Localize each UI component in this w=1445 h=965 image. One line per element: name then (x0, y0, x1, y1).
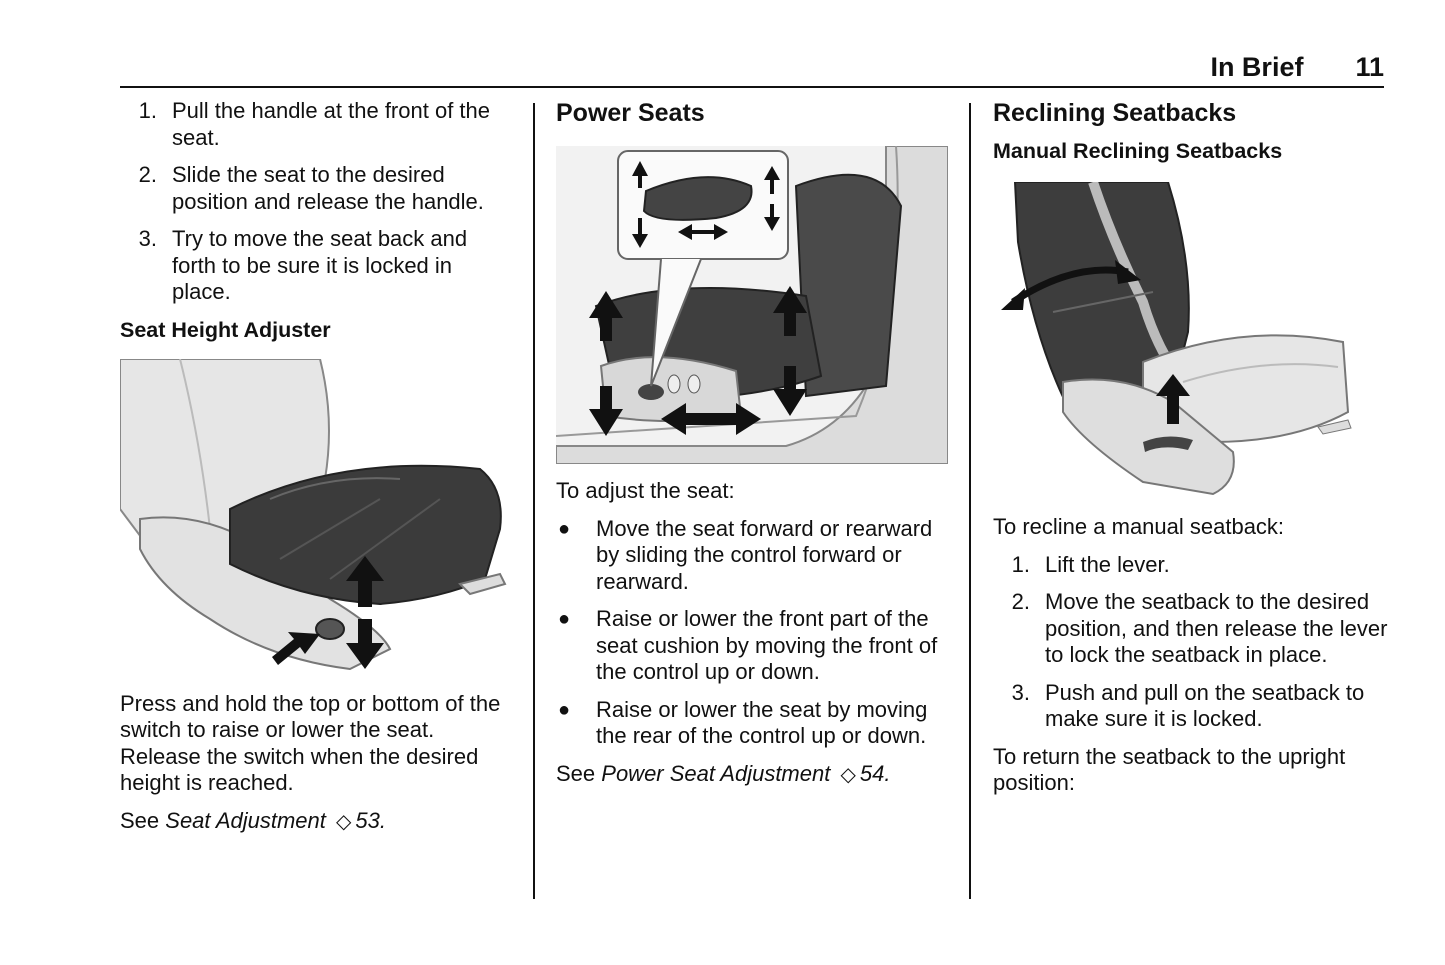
seat-height-body: Press and hold the top or bottom of the switch to raise or lower the seat. Release the switch when the desired height is reached. (120, 690, 501, 795)
power-seat-illustration (556, 146, 948, 464)
reclining-seat-illustration (993, 182, 1353, 502)
column-middle (556, 98, 951, 799)
power-seat-bullets (556, 516, 951, 750)
column-left (120, 98, 515, 846)
xref-page[interactable]: 53. (355, 807, 386, 833)
bullet-icon: ● (558, 608, 571, 630)
page-number: 11 (1355, 52, 1384, 82)
see-reference: See Power Seat Adjustment ◇ 54. (556, 761, 951, 789)
list-item: ● Raise or lower the front part of the seat cushion by moving the front of the control up or down. (558, 606, 938, 684)
xref-diamond-icon: ◇ (840, 763, 856, 786)
list-item: ● Move the seat forward or rearward by sliding the control forward or rearward. (558, 515, 933, 594)
list-item: 1. Lift the lever. (1011, 551, 1170, 577)
xref-page[interactable]: 54. (859, 760, 891, 786)
see-reference: See Seat Adjustment ◇ 53. (120, 808, 515, 836)
xref-link[interactable]: Seat Adjustment (165, 807, 326, 833)
page-header (120, 52, 1384, 88)
recline-intro: To recline a manual seatback: (993, 514, 1285, 539)
list-item: ● Raise or lower the seat by moving the rear of the control up or down. (558, 696, 928, 748)
column-divider (969, 103, 971, 899)
recline-steps (993, 552, 1388, 733)
list-item: 2. Slide the seat to the desired position and release the handle. (138, 162, 484, 214)
list-item: 3. Push and pull on the seatback to make sure it is locked. (1011, 679, 1365, 731)
list-item: 2. Move the seatback to the desired position, and then release the lever to lock the seatback in place. (1011, 589, 1388, 667)
section-title: In Brief (1210, 52, 1304, 82)
reclining-heading: Reclining Seatbacks (993, 99, 1237, 127)
seat-height-illustration (120, 359, 510, 679)
manual-reclining-subheading: Manual Reclining Seatbacks (993, 139, 1283, 163)
list-item: 3. Try to move the seat back and forth to be sure it is locked in place. (138, 226, 468, 304)
list-item: 1. Pull the handle at the front of the seat. (138, 98, 491, 150)
power-seat-intro: To adjust the seat: (556, 478, 735, 503)
column-divider (533, 103, 535, 899)
seat-slide-steps (120, 98, 515, 306)
column-right (993, 98, 1388, 808)
xref-diamond-icon: ◇ (336, 810, 352, 833)
xref-link[interactable]: Power Seat Adjustment (601, 760, 831, 786)
seat-height-subheading: Seat Height Adjuster (120, 317, 331, 342)
power-seats-heading: Power Seats (556, 99, 705, 127)
bullet-icon: ● (558, 517, 571, 540)
bullet-icon: ● (558, 698, 571, 721)
recline-outro: To return the seatback to the upright position: (993, 743, 1346, 795)
